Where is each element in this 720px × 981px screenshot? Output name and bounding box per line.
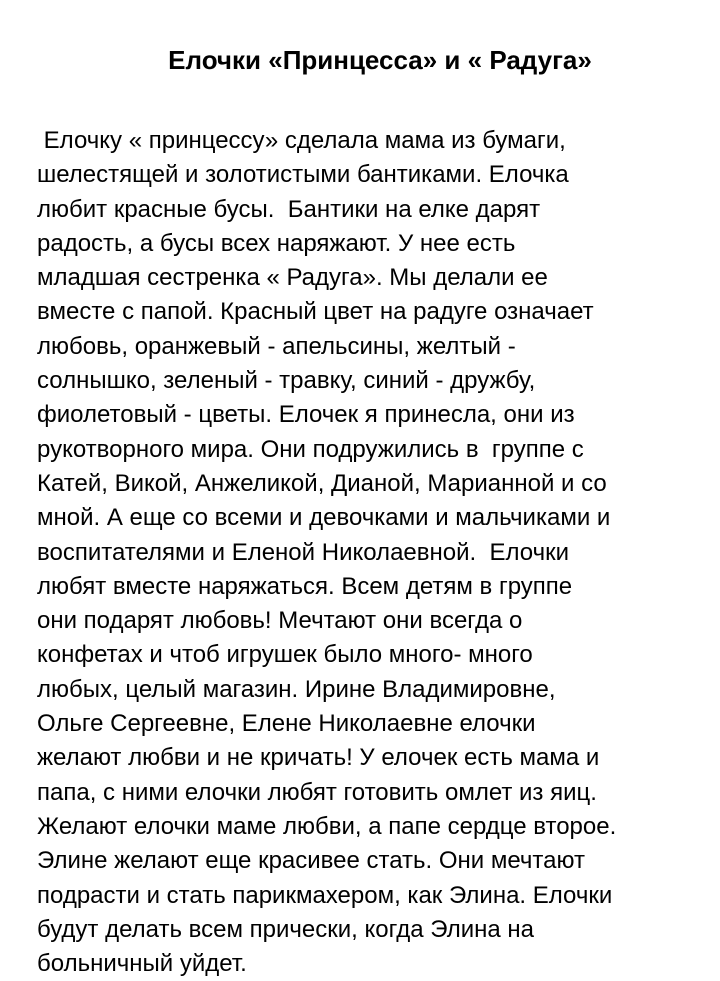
text-line: шелестящей и золотистыми бантиками. Елочка [37, 161, 569, 189]
text-line: подрасти и стать парикмахером, как Элина. Елочки [37, 881, 613, 909]
text-line: Элине желают еще красивее стать. Они мечтают [37, 847, 585, 875]
text-line: младшая сестренка « Радуга». Мы делали ее [37, 264, 548, 292]
text-line: мной. А еще со всеми и девочками и мальчиками и [37, 504, 611, 532]
text-line: рукотворного мира. Они подружились в группе с [37, 435, 584, 463]
text-line: фиолетовый - цветы. Елочек я принесла, они из [37, 401, 575, 429]
text-line: они подарят любовь! Мечтают они всегда о [37, 607, 523, 635]
text-line: любовь, оранжевый - апельсины, желтый - [37, 332, 516, 360]
text-line: Катей, Викой, Анжеликой, Дианой, Марианной и со [37, 469, 607, 497]
text-line: солнышко, зеленый - травку, синий - дружбу, [37, 367, 536, 395]
text-line: воспитателями и Еленой Николаевной. Елочки [37, 538, 570, 566]
text-line: конфетах и чтоб игрушек было много- много [37, 641, 533, 669]
text-line: вместе с папой. Красный цвет на радуге означает [37, 298, 594, 326]
text-line: любых, целый магазин. Ирине Владимировне, [37, 675, 556, 703]
text-line: Желают елочки маме любви, а папе сердце второе. [37, 812, 617, 840]
document-title: Елочки «Принцесса» и « Радуга» [168, 45, 592, 75]
text-line: любят вместе наряжаться. Всем детям в группе [37, 572, 573, 600]
text-line: Елочку « принцессу» сделала мама из бумаги, [37, 127, 566, 154]
text-line: желают любви и не кричать! У елочек есть мама и [37, 744, 600, 772]
text-line: папа, с ними елочки любят готовить омлет из яиц. [37, 778, 597, 806]
document-body [37, 124, 697, 981]
text-line: любит красные бусы. Бантики на елке дарят [37, 195, 541, 223]
text-line: радость, а бусы всех наряжают. У нее есть [37, 229, 516, 257]
text-line: будут делать всем прически, когда Элина на [37, 915, 535, 943]
text-line: Ольге Сергеевне, Елене Николаевне елочки [37, 710, 536, 738]
text-line: больничный уйдет. [37, 950, 247, 978]
